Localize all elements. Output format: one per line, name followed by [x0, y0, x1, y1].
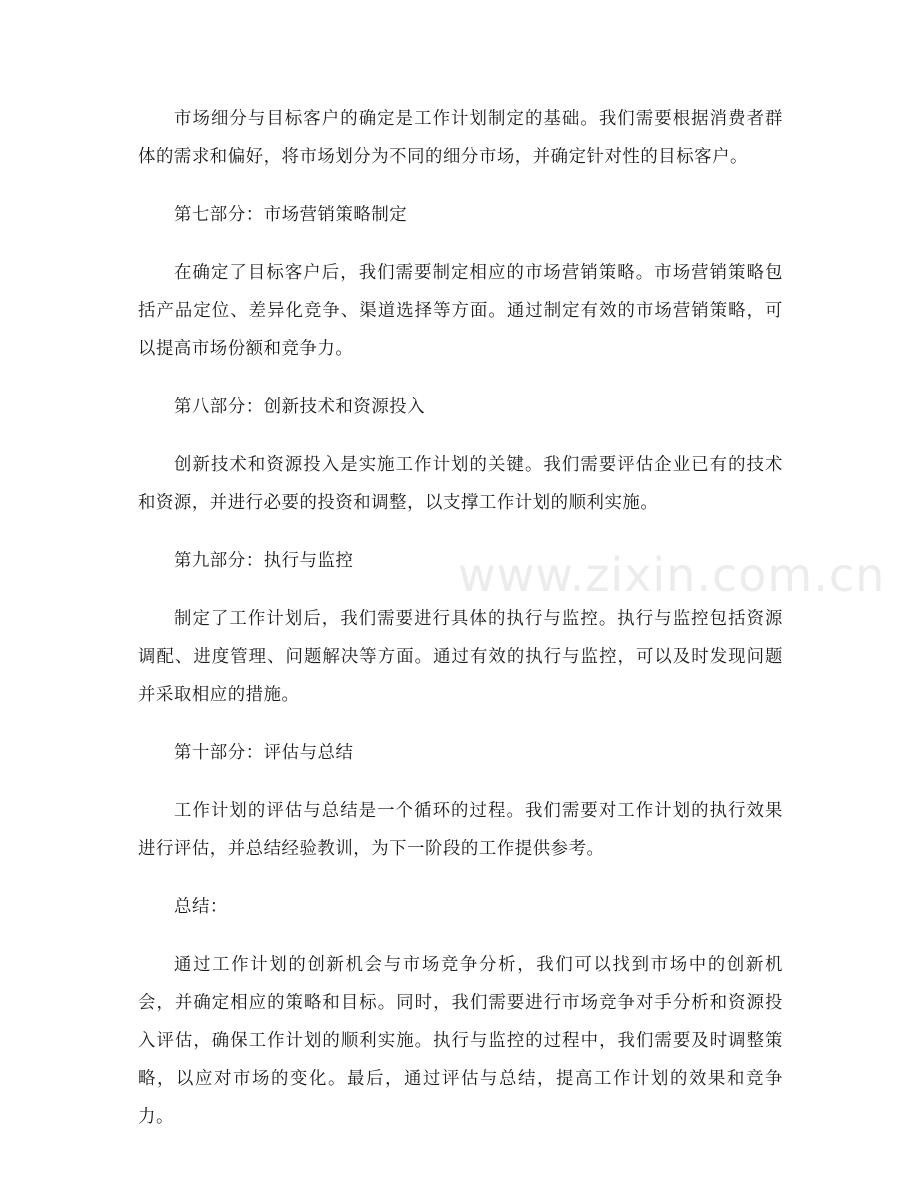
body-paragraph: 工作计划的评估与总结是一个循环的过程。我们需要对工作计划的执行效果进行评估，并总结经验教训，为下一阶段的工作提供参考。: [138, 801, 783, 859]
body-paragraph: 在确定了目标客户后，我们需要制定相应的市场营销策略。市场营销策略包括产品定位、差异化竞争、渠道选择等方面。通过制定有效的市场营销策略，可以提高市场份额和竞争力。: [138, 263, 783, 359]
section-heading: 第八部分：创新技术和资源投入: [174, 397, 426, 417]
body-paragraph: 创新技术和资源投入是实施工作计划的关键。我们需要评估企业已有的技术和资源，并进行必要的投资和调整，以支撑工作计划的顺利实施。: [138, 455, 783, 513]
summary-paragraph: 通过工作计划的创新机会与市场竞争分析，我们可以找到市场中的创新机会，并确定相应的策略和目标。同时，我们需要进行市场竞争对手分析和资源投入评估，确保工作计划的顺利实施。执行与监控的过程中，我们需要及时调整策略，以应对市场的变化。最后，通过评估与总结，提高工作计划的效果和竞争力。: [138, 955, 783, 1127]
section-heading: 第七部分：市场营销策略制定: [174, 205, 408, 225]
body-paragraph: 市场细分与目标客户的确定是工作计划制定的基础。我们需要根据消费者群体的需求和偏好，将市场划分为不同的细分市场，并确定针对性的目标客户。: [138, 109, 783, 167]
watermark: www.zixin.com.cn: [458, 548, 886, 602]
summary-heading: 总结：: [174, 897, 228, 917]
section-heading: 第十部分：评估与总结: [174, 743, 354, 763]
section-heading: 第九部分：执行与监控: [174, 551, 354, 571]
document-body: [138, 100, 783, 1156]
body-paragraph: 制定了工作计划后，我们需要进行具体的执行与监控。执行与监控包括资源调配、进度管理、问题解决等方面。通过有效的执行与监控，可以及时发现问题并采取相应的措施。: [138, 609, 783, 705]
